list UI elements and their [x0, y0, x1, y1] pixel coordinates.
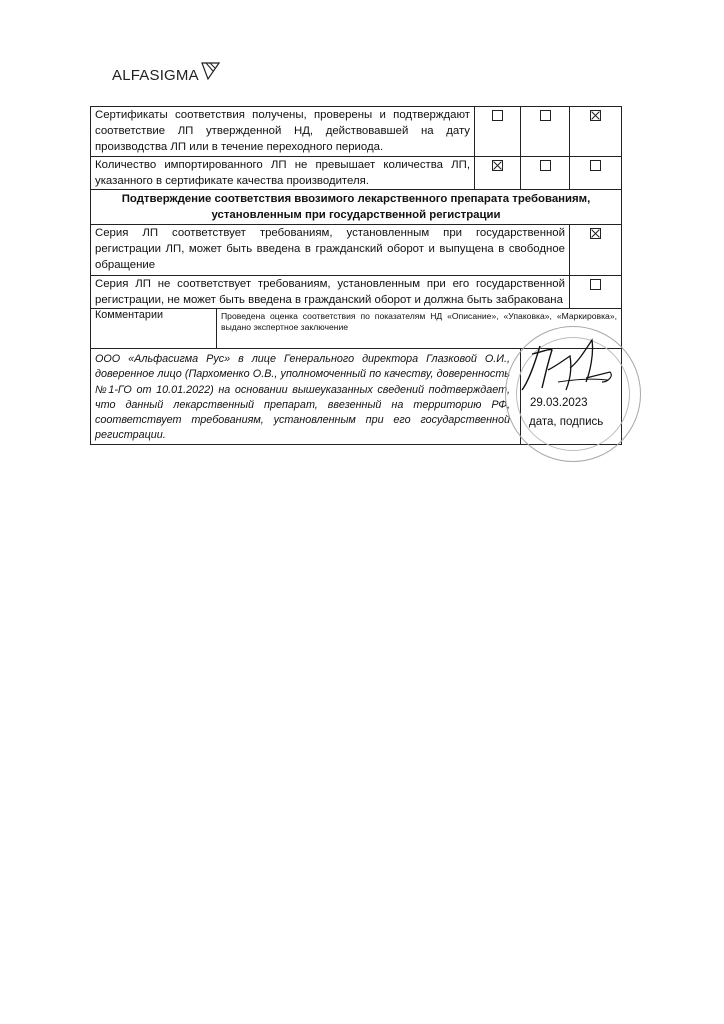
checkbox[interactable] [590, 160, 601, 171]
checkbox[interactable] [590, 279, 601, 290]
signature-image [512, 332, 622, 398]
declaration-text: ООО «Альфасигма Рус» в лице Генерального директора Глазковой О.И., доверенное лицо (Пархоменко О.В., уполномоченный по качеству, доверенность №1-ГО от 10.01.2022) на основании вышеуказанных сведений подтверждает, что данный лекарственный препарат, ввезенный на территорию РФ, соответствует требованиям, установленным при его государственной регистрации. [95, 353, 510, 442]
checkbox[interactable] [492, 110, 503, 121]
checkbox[interactable] [590, 228, 601, 239]
table-row [91, 157, 622, 190]
checkbox[interactable] [590, 110, 601, 121]
checkbox[interactable] [540, 110, 551, 121]
signature-date: 29.03.2023 [530, 397, 588, 409]
table-row [91, 276, 622, 309]
checkbox[interactable] [492, 160, 503, 171]
section-header: Подтверждение соответствия ввозимого лекарственного препарата требованиям, установленным при государственной регистрации [121, 193, 591, 221]
logo-text: ALFASIGMA [112, 67, 199, 84]
signature-caption: дата, подпись [529, 416, 604, 428]
logo-mark-icon [200, 61, 220, 81]
table-row [91, 107, 622, 157]
row-text: Количество импортированного ЛП не превышает количества ЛП, указанного в сертификате качества производителя. [95, 159, 470, 187]
section-header-row [91, 190, 622, 225]
comments-label: Комментарии [95, 309, 164, 321]
comments-text: Проведена оценка соответствия по показателям НД «Описание», «Упаковка», «Маркировка», выдано экспертное заключение [221, 311, 617, 332]
row-text: Сертификаты соответствия получены, проверены и подтверждают соответствие ЛП утвержденной НД, действовавшей на дату производства ЛП или в течение переходного периода. [95, 109, 470, 153]
company-logo [112, 62, 220, 84]
row-text: Серия ЛП не соответствует требованиям, установленным при его государственной регистрации, не может быть введена в гражданский оборот и должна быть забракована [95, 278, 565, 306]
row-text: Серия ЛП соответствует требованиям, установленным при государственной регистрации ЛП, может быть введена в гражданский оборот и выпущена в свободное обращение [95, 227, 565, 271]
table-row [91, 225, 622, 276]
checkbox[interactable] [540, 160, 551, 171]
